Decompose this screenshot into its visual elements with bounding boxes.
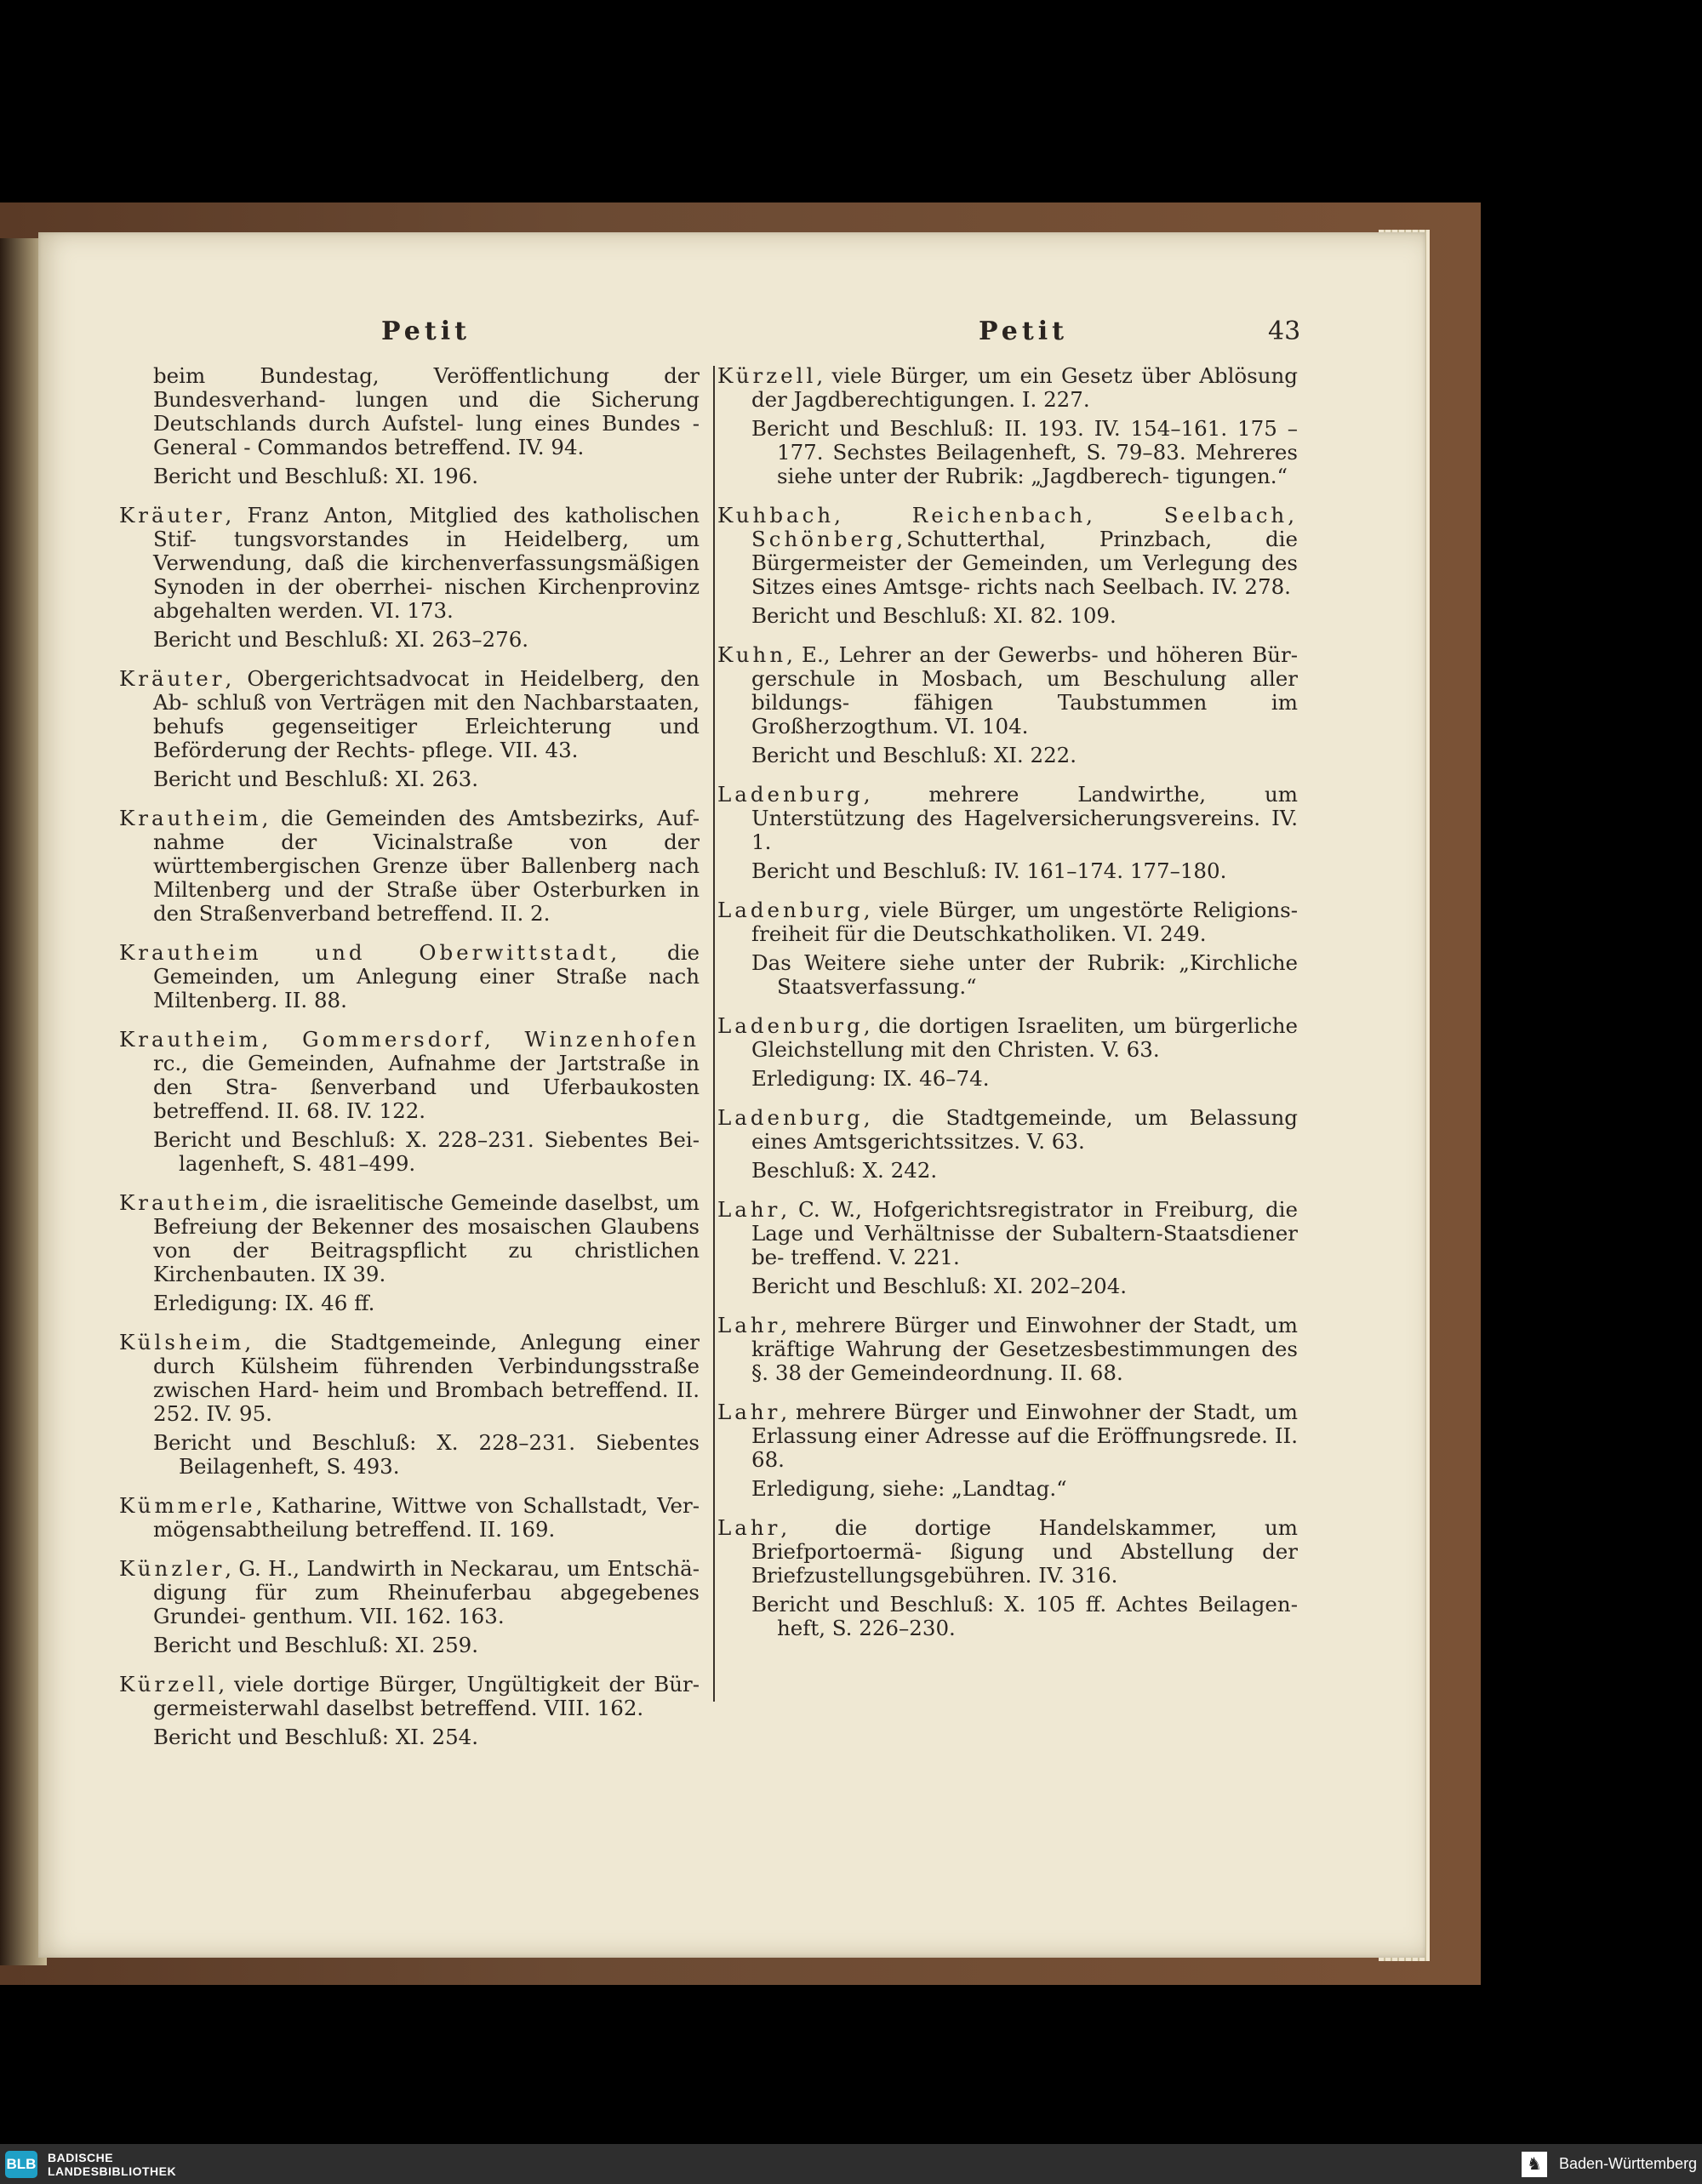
- entry-text: [119, 1028, 700, 1123]
- index-entry: [717, 1400, 1298, 1501]
- index-entry: [717, 1516, 1298, 1640]
- entry-line: treffend. V. 221.: [791, 1245, 960, 1269]
- entry-line: , mehrere Bürger und Einwohner der Stadt, um: [780, 1400, 1298, 1424]
- reference-line: Bericht und Beschluß: XI. 222.: [751, 743, 1077, 767]
- entry-reference: [119, 628, 700, 652]
- entry-keyword: Kürzell: [119, 1672, 219, 1696]
- entry-line: richts nach Seelbach. IV. 278.: [976, 574, 1291, 599]
- reference-line: tigungen.“: [1175, 464, 1288, 488]
- library-name-line2: LANDESBIBLIOTHEK: [48, 2164, 177, 2178]
- entry-line: lung eines Bundes - General - Commandos betreffend.: [153, 411, 700, 459]
- entry-keyword: Kuhn: [717, 642, 787, 667]
- index-entry: [717, 504, 1298, 628]
- index-entry: [119, 364, 700, 488]
- entry-text: [717, 1106, 1298, 1154]
- entry-line: mögensabtheilung betreffend. II. 169.: [153, 1517, 556, 1542]
- running-head-left: Petit: [381, 316, 471, 346]
- entry-line: , Franz Anton, Mitglied des katholischen Stif-: [153, 503, 700, 551]
- index-entry: [119, 504, 700, 652]
- entry-text: [717, 1014, 1298, 1062]
- reference-line: Das Weitere siehe unter der Rubrik: „Kirchliche: [751, 950, 1298, 975]
- entry-text: [119, 1331, 700, 1426]
- entry-line: Lage und Verhältnisse der Subaltern-Staatsdiener be-: [751, 1221, 1298, 1269]
- reference-line: lagenheft, S. 481–499.: [179, 1151, 416, 1176]
- entry-line: fähigen Taubstummen im Großherzogthum. VI. 104.: [751, 690, 1298, 738]
- reference-line: Mehreres siehe unter der Rubrik: „Jagdberech-: [777, 440, 1298, 488]
- entry-line: gegenseitiger Erleichterung und Beförderung der Rechts-: [153, 714, 700, 762]
- entry-keyword: Ladenburg: [717, 898, 864, 922]
- entry-keyword: Ladenburg: [717, 782, 864, 807]
- library-name[interactable]: [48, 2151, 176, 2178]
- index-entry: [717, 1106, 1298, 1183]
- entry-line: nahme der Vicinalstraße von der württembergischen: [153, 830, 700, 878]
- entry-line: Gemeinden, um Verlegung des Sitzes eines Amtsge-: [751, 550, 1298, 599]
- entry-text: [717, 898, 1298, 946]
- entry-line: , die Gemeinden des Amtsbezirks, Auf-: [261, 806, 700, 830]
- entry-line: genthum. VII. 162. 163.: [252, 1604, 505, 1628]
- entry-line: Gleichstellung mit den Christen. V. 63.: [751, 1037, 1160, 1062]
- reference-line: Beschluß: X. 242.: [751, 1158, 938, 1183]
- entry-reference: [119, 767, 700, 791]
- reference-line: Bericht und Beschluß: II. 193. IV. 154–161. 175: [751, 416, 1277, 441]
- entry-keyword: Lahr: [717, 1313, 781, 1337]
- index-entry: [119, 1494, 700, 1542]
- entry-reference: [717, 1067, 1298, 1091]
- index-entry: [717, 643, 1298, 767]
- entry-line: die Gemeinden, Aufnahme der Jartstraße in den Stra-: [153, 1051, 700, 1099]
- entry-line: , Obergerichtsadvocat in Heidelberg, den Ab-: [153, 666, 700, 715]
- entry-reference: [717, 744, 1298, 767]
- reference-line: Bericht und Beschluß: XI. 263–276.: [153, 627, 529, 652]
- entry-keyword: Ladenburg: [717, 1013, 864, 1038]
- entry-text: [119, 807, 700, 926]
- entry-reference: [119, 1725, 700, 1749]
- entry-keyword: Krautheim, Gommersdorf, Winzenhofen: [119, 1027, 700, 1052]
- entry-keyword: Krautheim: [119, 806, 262, 830]
- entry-text: [717, 364, 1298, 412]
- entry-line: Amtsgerichtssitzes. V. 63.: [813, 1129, 1085, 1154]
- column-divider: [713, 366, 715, 1702]
- entry-text: [119, 364, 700, 459]
- entry-keyword: Kümmerle: [119, 1493, 256, 1518]
- entry-line: die kirchenverfassungsmäßigen Synoden in der oberrhei-: [153, 550, 700, 599]
- entry-line: lungen und die Sicherung Deutschlands durch Aufstel-: [153, 387, 700, 436]
- entry-line: , E., Lehrer an der Gewerbs- und höheren Bür-: [786, 642, 1298, 667]
- entry-text: [119, 1191, 700, 1286]
- entry-text: [119, 1557, 700, 1628]
- entry-line: germeisterwahl daselbst betreffend. VIII. 162.: [153, 1696, 644, 1720]
- entry-keyword: Krautheim: [119, 1190, 262, 1215]
- entry-reference: [717, 859, 1298, 883]
- index-entry: [717, 898, 1298, 999]
- page-number: 43: [1268, 316, 1301, 346]
- entry-reference: [717, 417, 1298, 488]
- state-label[interactable]: Baden-Württemberg: [1559, 2155, 1698, 2172]
- entry-reference: [717, 1593, 1298, 1640]
- entry-line: , mehrere Landwirthe, um Unterstützung: [751, 782, 1298, 830]
- entry-text: [717, 1314, 1298, 1385]
- entry-line: ßigung und Abstellung der Briefzustellungsgebühren.: [751, 1539, 1298, 1588]
- entry-line: , die Stadtgemeinde, um Belassung eines: [751, 1105, 1298, 1154]
- index-entry: [717, 1314, 1298, 1385]
- entry-text: [119, 1673, 700, 1720]
- entry-line: über Osterburken in den Straßenverband betreffend.: [153, 877, 700, 926]
- index-entry: [119, 941, 700, 1012]
- right-column: [717, 364, 1298, 1656]
- reference-line: heft, S. 226–230.: [777, 1616, 956, 1640]
- entry-keyword: Lahr: [717, 1197, 781, 1222]
- library-name-line1: BADISCHE: [48, 2151, 114, 2164]
- entry-text: [119, 667, 700, 762]
- entry-reference: [119, 1431, 700, 1479]
- entry-line: 39.: [352, 1262, 386, 1286]
- entry-line: 122.: [379, 1098, 426, 1123]
- entry-line: pflege. VII. 43.: [421, 738, 579, 762]
- entry-line: , viele Bürger, um ein Gesetz über Ablösung: [816, 363, 1298, 388]
- entry-line: nischen Kirchenprovinz abgehalten werden. VI. 173.: [153, 574, 700, 623]
- entry-text: [717, 643, 1298, 738]
- entry-reference: [717, 604, 1298, 628]
- entry-line: Külsheim führenden Verbindungsstraße zwischen Hard-: [153, 1354, 700, 1402]
- entry-line: IV. 316.: [1038, 1563, 1118, 1588]
- reference-line: Bericht und Beschluß: XI. 82. 109.: [751, 603, 1117, 628]
- entry-line: freiheit für die Deutschkatholiken. VI. 249.: [751, 921, 1207, 946]
- reference-line: Bericht und Beschluß: XI. 202–204.: [751, 1274, 1128, 1298]
- entry-text: [717, 1516, 1298, 1588]
- entry-line: , die Stadtgemeinde, Anlegung einer durch: [153, 1330, 700, 1378]
- reference-line: Bericht und Beschluß: XI. 254.: [153, 1725, 479, 1749]
- entry-line: ßenverband und Uferbaukosten betreffend. II. 68. IV.: [153, 1075, 700, 1123]
- entry-reference: [717, 1274, 1298, 1298]
- entry-line: gerschule in Mosbach, um Beschulung aller bildungs-: [751, 666, 1298, 715]
- entry-line: rc.,: [153, 1051, 189, 1075]
- entry-line: , die dortigen Israeliten, um bürgerliche: [863, 1013, 1298, 1038]
- entry-reference: [119, 1634, 700, 1657]
- entry-line: der Gemeindeordnung. II. 68.: [808, 1360, 1123, 1385]
- entry-reference: [119, 465, 700, 488]
- reference-line: Bericht und Beschluß: X. 228–231. Siebentes: [153, 1430, 700, 1455]
- entry-line: Befreiung der Bekenner des mosaischen Glaubens von: [153, 1214, 700, 1263]
- reference-line: Staatsverfassung.“: [777, 974, 977, 999]
- state-crest-icon: ♞: [1522, 2152, 1547, 2177]
- entry-text: [717, 783, 1298, 854]
- reference-line: Bericht und Beschluß: XI. 259.: [153, 1633, 479, 1657]
- entry-line: , mehrere Bürger und Einwohner der Stadt, um: [780, 1313, 1298, 1337]
- entry-keyword: Krautheim und Oberwittstadt: [119, 940, 611, 965]
- index-entry: [717, 783, 1298, 883]
- blb-logo-badge[interactable]: BLB: [5, 2151, 37, 2178]
- entry-line: Erlassung einer Adresse auf die Eröffnungsrede. II. 68.: [751, 1423, 1298, 1472]
- entry-line: , die Gemeinden,: [153, 940, 700, 989]
- index-entry: [717, 1014, 1298, 1091]
- entry-keyword: Kräuter: [119, 503, 226, 527]
- entry-keyword: Kürzell: [717, 363, 817, 388]
- running-head-right: Petit: [979, 316, 1068, 346]
- entry-line: , die dortige Handelskammer, um Briefportoermä-: [751, 1515, 1298, 1564]
- entry-keyword: Lahr: [717, 1515, 781, 1540]
- entry-text: [119, 1494, 700, 1542]
- entry-keyword: Ladenburg: [717, 1105, 864, 1130]
- reference-line: –177. Sechstes Beilagenheft, S. 79–83.: [777, 416, 1298, 465]
- reference-line: Erledigung, siehe: „Landtag.“: [751, 1476, 1067, 1501]
- entry-line: schluß von Verträgen mit den Nachbarstaaten, behufs: [153, 690, 700, 738]
- entry-line: tungsvorstandes in Heidelberg, um Verwendung, daß: [153, 527, 700, 575]
- reference-line: Bericht und Beschluß: X. 105 ff. Achtes Beilagen-: [751, 1592, 1298, 1617]
- index-entry: [119, 667, 700, 791]
- reference-line: Bericht und Beschluß: X. 228–231. Siebentes Bei-: [153, 1127, 700, 1152]
- footer-bar: [0, 2144, 1702, 2184]
- entry-line: IV. 94.: [517, 435, 585, 459]
- entry-reference: [119, 1292, 700, 1315]
- index-entry: [119, 807, 700, 926]
- left-column: [119, 364, 700, 1765]
- entry-text: [717, 1198, 1298, 1269]
- entry-line: kräftige Wahrung der Gesetzesbestimmungen des §. 38: [751, 1337, 1298, 1385]
- reference-line: Bericht und Beschluß: IV. 161–174. 177–180.: [751, 858, 1227, 883]
- index-entry: [119, 1673, 700, 1749]
- entry-line: , die israelitische Gemeinde daselbst, um: [261, 1190, 700, 1215]
- entry-text: [119, 504, 700, 623]
- index-entry: [119, 1191, 700, 1315]
- index-entry: [119, 1331, 700, 1479]
- entry-keyword: Kräuter: [119, 666, 226, 691]
- entry-line: der Jagdberechtigungen. I. 227.: [751, 387, 1090, 412]
- entry-line: Schutterthal, Prinzbach, die Bürgermeister der: [751, 527, 1298, 575]
- entry-reference: [717, 1477, 1298, 1501]
- entry-line: um Anlegung einer Straße nach Miltenberg. II. 88.: [153, 964, 700, 1012]
- reference-line: Bericht und Beschluß: XI. 196.: [153, 464, 479, 488]
- entry-reference: [717, 951, 1298, 999]
- reference-line: Erledigung: IX. 46 ff.: [153, 1291, 375, 1315]
- reference-line: Beilagenheft, S. 493.: [179, 1454, 400, 1479]
- entry-line: der Beitragspflicht zu christlichen Kirchenbauten. IX: [153, 1238, 700, 1286]
- entry-keyword: Kuhbach, Reichenbach, Seelbach, Schönberg,: [717, 503, 1298, 551]
- reference-line: Bericht und Beschluß: XI. 263.: [153, 767, 479, 791]
- index-entry: [119, 1557, 700, 1657]
- entry-line: , G. H., Landwirth in Neckarau, um Entschä-: [225, 1556, 700, 1581]
- entry-line: heim und Brombach betreffend. II. 252. IV. 95.: [153, 1377, 700, 1426]
- entry-line: , viele dortige Bürger, Ungültigkeit der Bür-: [218, 1672, 700, 1696]
- entry-text: [119, 941, 700, 1012]
- entry-line: , C. W., Hofgerichtsregistrator in Freiburg, die: [780, 1197, 1298, 1222]
- entry-line: II. 2.: [500, 901, 551, 926]
- entry-text: [717, 1400, 1298, 1472]
- entry-line: des Hagelversicherungsvereins. IV. 1.: [751, 806, 1298, 854]
- index-entry: [717, 364, 1298, 488]
- entry-line: , viele Bürger, um ungestörte Religions-: [863, 898, 1298, 922]
- entry-reference: [717, 1159, 1298, 1183]
- entry-keyword: Künzler: [119, 1556, 226, 1581]
- entry-reference: [119, 1128, 700, 1176]
- entry-line: , Katharine, Wittwe von Schallstadt, Ver-: [255, 1493, 700, 1518]
- entry-text: [717, 504, 1298, 599]
- index-entry: [717, 1198, 1298, 1298]
- entry-line: beim Bundestag, Veröffentlichung der Bundesverhand-: [153, 363, 700, 412]
- entry-keyword: Lahr: [717, 1400, 781, 1424]
- entry-keyword: Külsheim: [119, 1330, 245, 1354]
- entry-line: Grenze über Ballenberg nach Miltenberg und der Straße: [153, 853, 700, 902]
- entry-line: digung für zum Rheinuferbau abgegebenes Grundei-: [153, 1580, 700, 1628]
- index-entry: [119, 1028, 700, 1176]
- reference-line: Erledigung: IX. 46–74.: [751, 1066, 990, 1091]
